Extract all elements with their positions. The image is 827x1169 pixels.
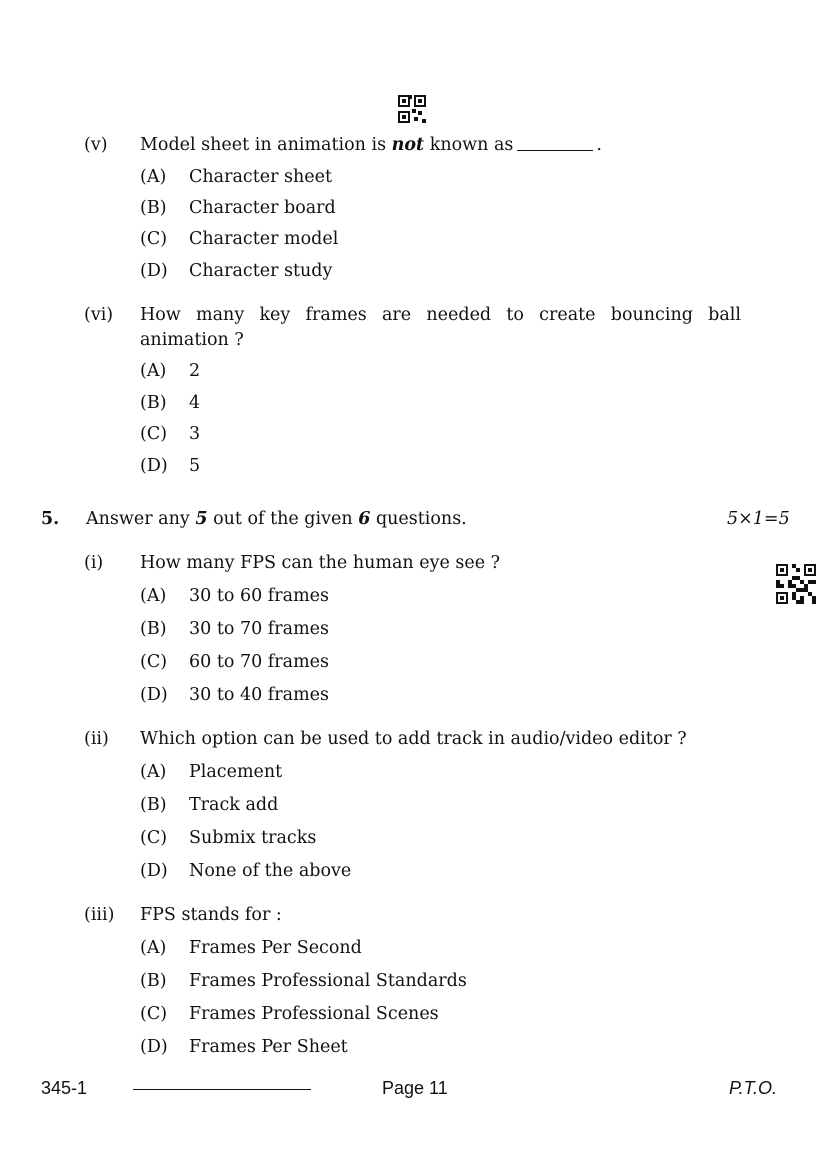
page-number: Page 11 bbox=[382, 1078, 448, 1098]
question-text: FPS stands for : bbox=[140, 905, 282, 925]
section-marks: 5×1=5 bbox=[727, 509, 790, 529]
instruction-part: Answer any bbox=[86, 509, 190, 529]
question-number: (vi) bbox=[84, 305, 114, 325]
option-text: Frames Per Sheet bbox=[189, 1037, 348, 1057]
option-text: Frames Per Second bbox=[189, 938, 362, 958]
option-text: 2 bbox=[189, 361, 201, 381]
option-label: (C) bbox=[140, 828, 168, 848]
option-text: 4 bbox=[189, 393, 201, 413]
option-text: 5 bbox=[189, 456, 201, 476]
pto-label: P.T.O. bbox=[729, 1078, 778, 1098]
question-text-start: Model sheet in animation is bbox=[140, 135, 387, 155]
question-number: (v) bbox=[84, 135, 108, 155]
option-label: (C) bbox=[140, 424, 168, 444]
option-text: Character model bbox=[189, 229, 339, 249]
option-text: 30 to 70 frames bbox=[189, 619, 329, 639]
option-text: 3 bbox=[189, 424, 201, 444]
option-label: (B) bbox=[140, 795, 167, 815]
option-label: (A) bbox=[140, 938, 167, 958]
option-label: (A) bbox=[140, 167, 167, 187]
question-number: (ii) bbox=[84, 729, 109, 749]
question-text-end: . bbox=[596, 135, 602, 155]
option-label: (C) bbox=[140, 229, 168, 249]
instruction-count-any: 5 bbox=[195, 509, 208, 529]
option-label: (A) bbox=[140, 762, 167, 782]
instruction-count-total: 6 bbox=[358, 509, 371, 529]
option-label: (A) bbox=[140, 586, 167, 606]
section-number: 5. bbox=[41, 509, 60, 529]
question-text-line1: How many key frames are needed to create bouncing ball bbox=[140, 305, 741, 325]
question-number: (i) bbox=[84, 553, 104, 573]
option-label: (B) bbox=[140, 198, 167, 218]
top-qr-code-icon bbox=[398, 95, 426, 123]
option-text: None of the above bbox=[189, 861, 352, 881]
option-text: Frames Professional Scenes bbox=[189, 1004, 439, 1024]
option-text: 60 to 70 frames bbox=[189, 652, 329, 672]
option-text: 30 to 60 frames bbox=[189, 586, 329, 606]
footer-rule bbox=[133, 1089, 311, 1090]
answer-blank bbox=[517, 149, 593, 151]
option-text: Character sheet bbox=[189, 167, 333, 187]
side-qr-code-icon bbox=[776, 564, 816, 604]
option-label: (D) bbox=[140, 685, 168, 705]
question-number: (iii) bbox=[84, 905, 115, 925]
section-instruction bbox=[86, 508, 467, 530]
question-text-line2: animation ? bbox=[140, 330, 244, 350]
option-label: (D) bbox=[140, 1037, 168, 1057]
option-text: Frames Professional Standards bbox=[189, 971, 467, 991]
instruction-part: questions. bbox=[375, 509, 467, 529]
question-text: Which option can be used to add track in audio/video editor ? bbox=[140, 729, 687, 749]
option-text: 30 to 40 frames bbox=[189, 685, 329, 705]
question-text bbox=[140, 134, 602, 156]
option-text: Character study bbox=[189, 261, 333, 281]
paper-code: 345-1 bbox=[41, 1078, 88, 1098]
option-label: (D) bbox=[140, 861, 168, 881]
option-text: Character board bbox=[189, 198, 336, 218]
option-label: (D) bbox=[140, 261, 168, 281]
instruction-part: out of the given bbox=[213, 509, 353, 529]
option-text: Placement bbox=[189, 762, 283, 782]
question-emphasis: not bbox=[391, 135, 425, 155]
option-label: (A) bbox=[140, 361, 167, 381]
option-label: (C) bbox=[140, 652, 168, 672]
question-text-mid: known as bbox=[429, 135, 514, 155]
option-label: (B) bbox=[140, 619, 167, 639]
option-text: Submix tracks bbox=[189, 828, 317, 848]
option-label: (D) bbox=[140, 456, 168, 476]
question-text: How many FPS can the human eye see ? bbox=[140, 553, 501, 573]
option-label: (B) bbox=[140, 393, 167, 413]
option-text: Track add bbox=[189, 795, 279, 815]
option-label: (B) bbox=[140, 971, 167, 991]
option-label: (C) bbox=[140, 1004, 168, 1024]
